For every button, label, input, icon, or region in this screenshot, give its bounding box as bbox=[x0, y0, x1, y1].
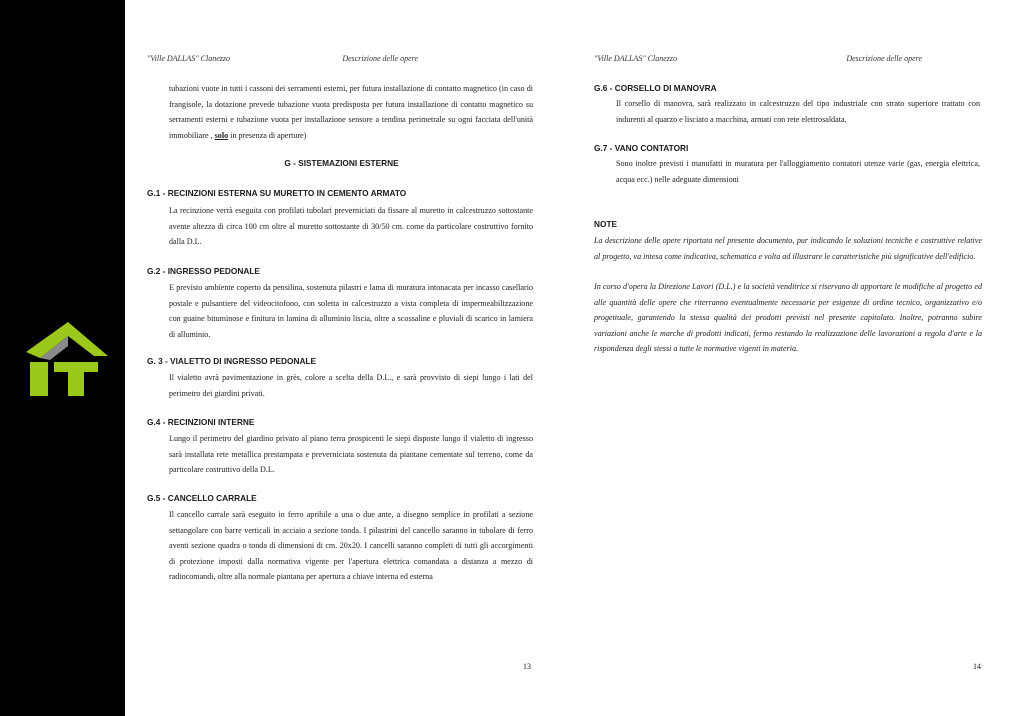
g2-title: G.2 - INGRESSO PEDONALE bbox=[147, 266, 260, 276]
intro-bold: solo bbox=[214, 130, 229, 140]
g6-text: Il corsello di manovra, sarà realizzato in calcestruzzo del tipo industriale con strato superiore trattato con indurenti al quarzo e lisciato a macchina, armati con rete elettrosaldata. bbox=[616, 99, 980, 124]
house-logo-icon bbox=[22, 318, 110, 398]
intro-text-a: tubazioni vuote in tutti i cassoni dei serramenti esterni, per futura installazione di contatto magnetico (in caso di frangisole, la dotazione prevede tubazione vuota predisposta per futura installazione di contatto magnetico su serramenti esterni e tubazione vuota per installazione sensore a tendina perimetrale su ogni facciata dell'unità immobiliare , bbox=[169, 84, 533, 140]
note-title: NOTE bbox=[594, 219, 618, 229]
page-number: 13 bbox=[523, 662, 531, 671]
page-number: 14 bbox=[973, 662, 981, 671]
g5-text: Il cancello carrale sarà eseguito in ferro apribile a una o due ante, a disegno semplice in profilati a sezione settangolare con barre verticali in acciaio a sezione tonda. I pilastrini del cancello saranno in tubolare di ferro aventi sezione quadra o tonda di dimensioni di cm. 20x20. I cancelli saranno completi di tutti gli accorgimenti di protezione imposti dalla normativa vigente per l'apertura elettrica comandata a distanza a mezzo di radiocomandi, oltre alla normale piantana per apertura a chiave interna ed esterna bbox=[169, 510, 533, 582]
header-project: "Ville DALLAS" Clanezzo bbox=[147, 54, 231, 63]
page-13 bbox=[145, 0, 538, 716]
g2-text: E previsto ambiente coperto da pensilina, sostenuta pilastri e lama di muratura intonacata per incasso casellario postale e pulsantiere del videocitofono, con soletta in calcestruzzo a vista completa di impermeabilizzazione con guaine bituminose e finitura in lamina di alluminio liscia, oltre a scossaline e pluviali di scarico in lamiera di alluminio. bbox=[169, 283, 533, 339]
page-14 bbox=[592, 0, 984, 716]
note-paragraph-1: La descrizione delle opere riportata nel presente documento, pur indicando le soluzioni tecniche e costruttive relative al progetto, va intesa come indicativa, schematica e volta ad illustrare le caratteristiche più significative dell'edificio. bbox=[594, 236, 982, 261]
header-title: Descrizione delle opere bbox=[846, 54, 922, 63]
intro-text-b: in presenza di aperture) bbox=[230, 130, 307, 140]
g1-text: La recinzione verrà eseguita con profilati tubolari preverniciati da fissare al muretto in calcestruzzo sottostante avente altezza di circa 100 cm oltre al muretto sottostante di 30/50 cm. come da particolare costruttivo fornito dalla D.L. bbox=[169, 206, 533, 247]
header-project: "Ville DALLAS" Clanezzo bbox=[594, 54, 678, 63]
header-title: Descrizione delle opere bbox=[342, 54, 418, 63]
g4-text: Lungo il perimetro del giardino privato al piano terra prospicenti le siepi disposte lungo il vialetto di ingresso sarà installata rete metallica prestampata e preverniciata sostenuta da piantane cementate sul terreno, come da particolare costruttivo della D.L. bbox=[169, 434, 533, 475]
g1-title: G.1 - RECINZIONI ESTERNA SU MURETTO IN CEMENTO ARMATO bbox=[147, 188, 407, 198]
g7-text: Sono inoltre previsti i manufatti in muratura per l'alloggiamento contatori utenze varie (gas, energia elettrica, acqua ecc.) nelle adeguate dimensioni bbox=[616, 159, 980, 184]
g4-title: G.4 - RECINZIONI INTERNE bbox=[147, 417, 255, 427]
g3-title: G. 3 - VIALETTO DI INGRESSO PEDONALE bbox=[147, 356, 317, 366]
g5-title: G.5 - CANCELLO CARRALE bbox=[147, 493, 257, 503]
note-paragraph-2: In corso d'opera la Direzione Lavori (D.L.) e la società venditrice si riservano di apportare le modifiche al progetto ed alle quantità delle opere che riterranno eventualmente necessarie per esigenze di ordine tecnico, organizzativo e/o progettuale, garantendo la stessa qualità dei prodotti previsti nel presente capitolato. Inoltre, potranno subire variazioni anche le marche di prodotti indicati, fermo restando la realizzazione delle lavorazioni a regola d'arte e la rispondenza degli stessi a tutte le normative vigenti in materia. bbox=[594, 282, 982, 354]
left-black-band bbox=[0, 0, 125, 716]
g6-title: G.6 - CORSELLO DI MANOVRA bbox=[594, 83, 717, 93]
section-title: G - SISTEMAZIONI ESTERNE bbox=[284, 158, 399, 168]
g7-title: G.7 - VANO CONTATORI bbox=[594, 143, 689, 153]
g3-text: Il vialetto avrà pavimentazione in grès, colore a scelta della D.L., e sarà provvisto di siepi lungo i lati del perimetro dei giardini privati. bbox=[169, 373, 533, 398]
intro-paragraph bbox=[169, 81, 533, 143]
